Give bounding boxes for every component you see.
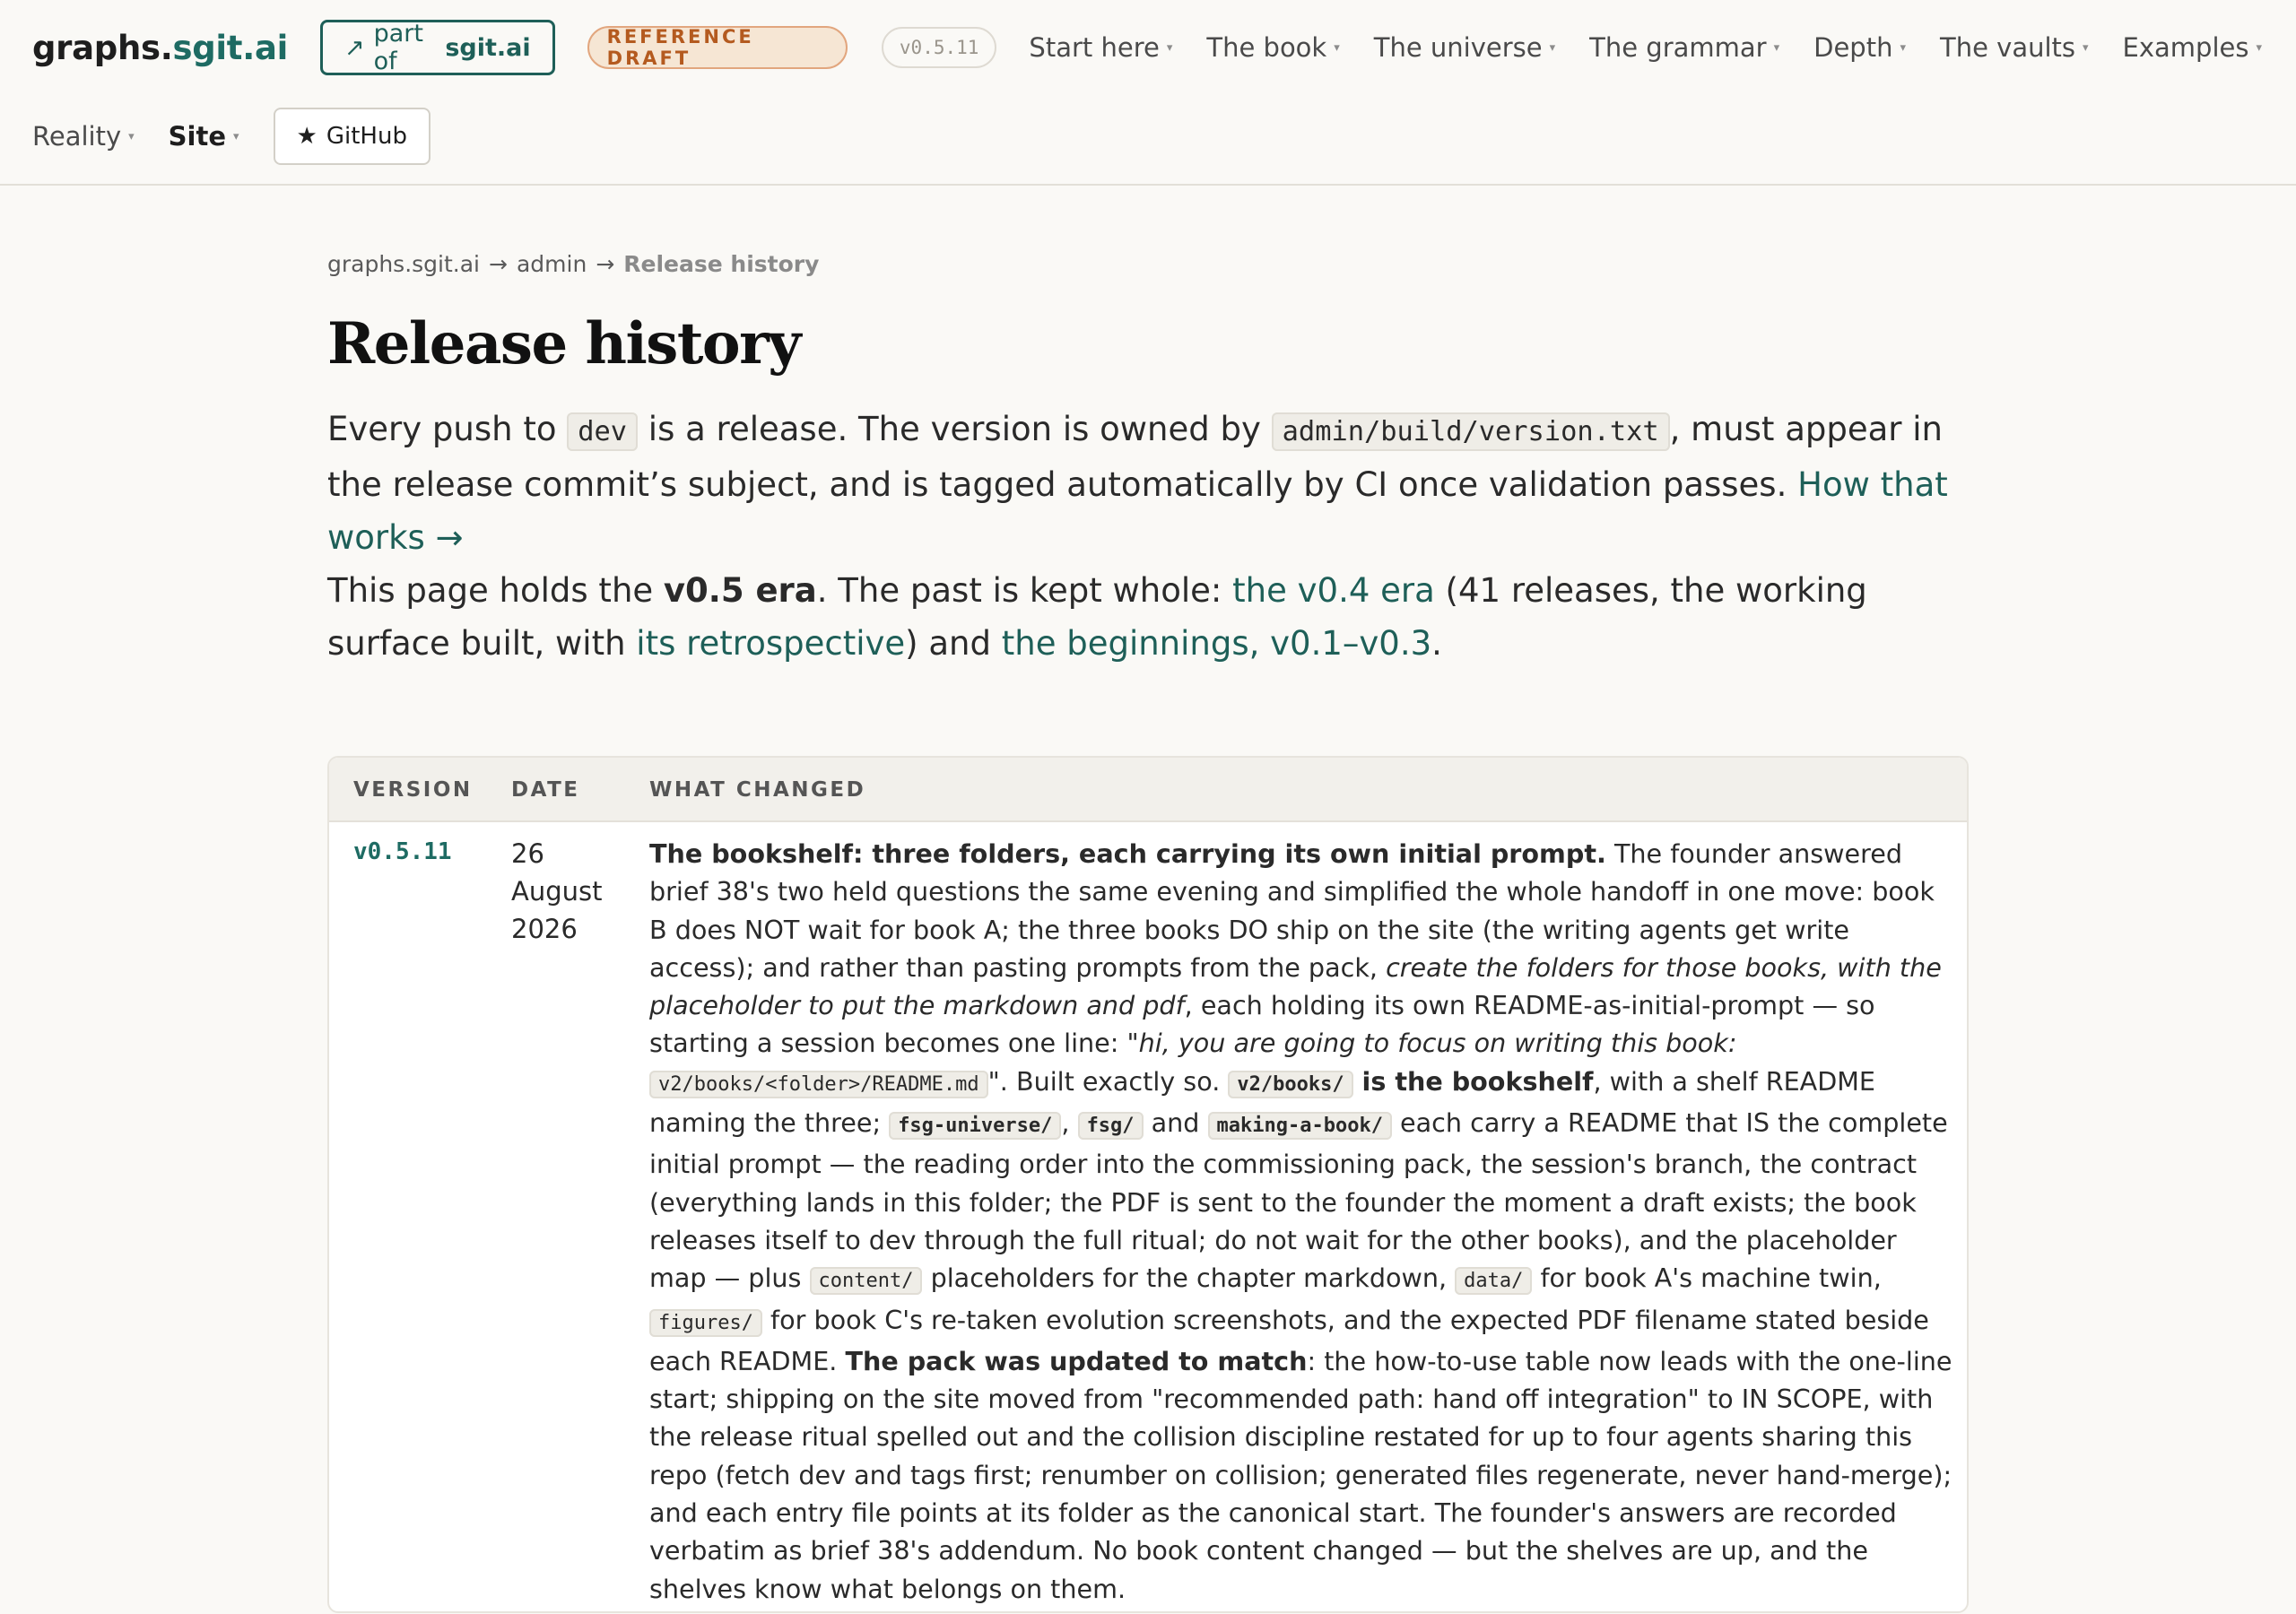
part-of-prefix: part of: [373, 20, 423, 75]
nav-reality[interactable]: [32, 121, 135, 152]
intro-text: Every push to: [327, 410, 568, 449]
version-pill: v0.5.11: [882, 27, 997, 68]
reference-draft-badge: REFERENCE DRAFT: [587, 26, 848, 69]
breadcrumb-current: Release history: [623, 251, 820, 277]
intro-text: .: [1431, 624, 1442, 664]
inline-code: content/: [810, 1267, 923, 1295]
change-text: and: [1143, 1107, 1208, 1139]
column-header-changes: WHAT CHANGED: [649, 778, 866, 802]
main-content: [327, 251, 1969, 1604]
intro-text: . The past is kept whole:: [816, 571, 1233, 611]
nav-label: Start here: [1029, 32, 1160, 63]
change-emphasis: is the bookshelf: [1352, 1065, 1594, 1097]
change-text: for book A's machine twin,: [1532, 1263, 1882, 1294]
inline-code-version-file: admin/build/version.txt: [1272, 412, 1670, 451]
caret-down-icon: ▾: [233, 129, 239, 143]
part-of-sgit-button[interactable]: [320, 20, 555, 75]
nav-label: The grammar: [1589, 32, 1767, 63]
caret-down-icon: ▾: [1166, 40, 1173, 55]
nav-label: The universe: [1373, 32, 1543, 63]
header-row-primary: [32, 20, 2296, 75]
change-text: placeholders for the chapter markdown,: [922, 1263, 1456, 1294]
intro-text: (41 releases, the working surface built, with: [327, 571, 1867, 664]
column-header-version: VERSION: [353, 778, 473, 802]
caret-down-icon: ▾: [1549, 40, 1556, 55]
arrow-right-icon: →: [489, 251, 508, 277]
nav-label: Site: [168, 121, 226, 152]
star-icon: ★: [296, 123, 317, 150]
caret-down-icon: ▾: [1900, 40, 1906, 55]
caret-down-icon: ▾: [1334, 40, 1340, 55]
inline-code: data/: [1455, 1267, 1532, 1295]
change-text: . Built exactly so.: [999, 1065, 1229, 1097]
change-heading: The bookshelf: three folders, each carrying its own initial prompt.: [649, 838, 1606, 869]
change-text: : the how-to-use table now leads with the one-line start; shipping on the site moved from "recommended path: hand off integration" to IN SCOPE, with the release ritual spelled out and the collision discipline restated for up to four agents sharing this repo (fetch dev and tags first; renumber on collision; generated files regenerate, never hand-merge); and each entry file points at its folder as the canonical start. The founder's answers are recorded verbatim as brief 38's addendum. No book content changed — but the shelves are up, and the shelves know what belongs on them.: [649, 1345, 1952, 1604]
caret-down-icon: ▾: [128, 129, 135, 143]
breadcrumb-root[interactable]: graphs.sgit.ai: [327, 251, 481, 277]
intro-text: This page holds the: [327, 571, 664, 611]
change-text: The founder answered brief 38's two held questions the same evening and simplified the whole handoff in one move: book B does NOT wait for book A; the three books DO ship on the site (the writing agents get write access); and rather than pasting prompts from the pack,: [649, 838, 1935, 983]
table-row: [329, 822, 1967, 1611]
beginnings-link[interactable]: the beginnings, v0.1–v0.3: [1001, 624, 1432, 664]
inline-code: v2/books/: [1228, 1071, 1352, 1098]
github-button[interactable]: [274, 108, 430, 165]
header-row-secondary: [32, 108, 430, 165]
inline-code: fsg-universe/: [889, 1112, 1061, 1140]
column-header-date: DATE: [511, 778, 580, 802]
caret-down-icon: ▾: [2256, 40, 2262, 55]
nav-label: The book: [1206, 32, 1327, 63]
release-changes: [649, 835, 1959, 1608]
github-label: GitHub: [326, 123, 407, 150]
inline-code: figures/: [649, 1309, 762, 1337]
page-title: Release history: [327, 310, 800, 377]
change-text: ,: [1061, 1107, 1078, 1139]
change-text: each carry a README that IS the complete initial prompt — the reading order into the commissioning pack, the session's branch, the contract (everything lands in this folder; the PDF is sent to the founder the moment a draft exists; the book releases itself to dev through the full ritual; do not wait for the other books), and the placeholder map — plus: [649, 1107, 1948, 1294]
inline-code: v2/books/<folder>/README.md: [649, 1071, 988, 1098]
nav-site[interactable]: [169, 121, 239, 152]
brand-accent: sgit.ai: [172, 28, 288, 67]
change-quote: ": [987, 1065, 1000, 1097]
brand-logo[interactable]: [32, 29, 288, 67]
inline-code-dev: dev: [567, 412, 638, 451]
secondary-nav: [32, 121, 274, 152]
change-emphasis: The pack was updated to match: [845, 1345, 1308, 1376]
inline-code: fsg/: [1078, 1112, 1144, 1140]
release-version-link[interactable]: v0.5.11: [353, 838, 452, 865]
nav-the-book[interactable]: [1206, 32, 1339, 63]
nav-label: Depth: [1813, 32, 1893, 63]
nav-depth[interactable]: [1813, 32, 1906, 63]
intro: [327, 403, 1969, 670]
v04-era-link[interactable]: the v0.4 era: [1232, 571, 1435, 611]
era-label: v0.5 era: [663, 571, 817, 611]
nav-start-here[interactable]: [1029, 32, 1172, 63]
nav-label: Reality: [32, 121, 122, 152]
intro-paragraph-era: [327, 564, 1969, 670]
nav-the-vaults[interactable]: [1940, 32, 2089, 63]
external-arrow-icon: ↗: [344, 33, 365, 62]
main-nav: [1029, 32, 2296, 63]
intro-paragraph-release: [327, 403, 1969, 564]
release-table: [327, 756, 1969, 1613]
intro-text: is a release. The version is owned by: [638, 410, 1272, 449]
change-text: for book C's re-taken evolution screenshots, and the expected PDF filename stated beside each README.: [649, 1304, 1929, 1376]
breadcrumb: [327, 251, 1969, 277]
intro-text: , must appear in the release commit’s subject, and is tagged automatically by CI once validation passes.: [327, 410, 1943, 505]
release-date: 26 August 2026: [511, 838, 603, 944]
retrospective-link[interactable]: its retrospective: [636, 624, 906, 664]
breadcrumb-section[interactable]: admin: [516, 251, 587, 277]
change-quote: create the folders for those books, with the placeholder to put the markdown and pdf: [649, 951, 1942, 1021]
nav-the-grammar[interactable]: [1589, 32, 1779, 63]
change-quote: "hi, you are going to focus on writing this book:: [1126, 1028, 1737, 1059]
inline-code: making-a-book/: [1208, 1112, 1392, 1140]
caret-down-icon: ▾: [2083, 40, 2089, 55]
nav-examples[interactable]: [2123, 32, 2262, 63]
nav-label: Examples: [2122, 32, 2249, 63]
nav-the-universe[interactable]: [1374, 32, 1555, 63]
how-that-works-link[interactable]: How that works →: [327, 465, 1948, 558]
nav-label: The vaults: [1940, 32, 2076, 63]
change-text: , with a shelf README naming the three;: [649, 1065, 1875, 1139]
table-header: [329, 758, 1967, 822]
brand-main: graphs.: [32, 28, 173, 67]
site-header: [0, 0, 2296, 186]
change-text: , each holding its own README-as-initial-prompt — so starting a session becomes one line:: [649, 990, 1875, 1059]
intro-text: ) and: [905, 624, 1002, 664]
part-of-site: sgit.ai: [445, 33, 531, 62]
arrow-right-icon: →: [596, 251, 615, 277]
caret-down-icon: ▾: [1773, 40, 1780, 55]
